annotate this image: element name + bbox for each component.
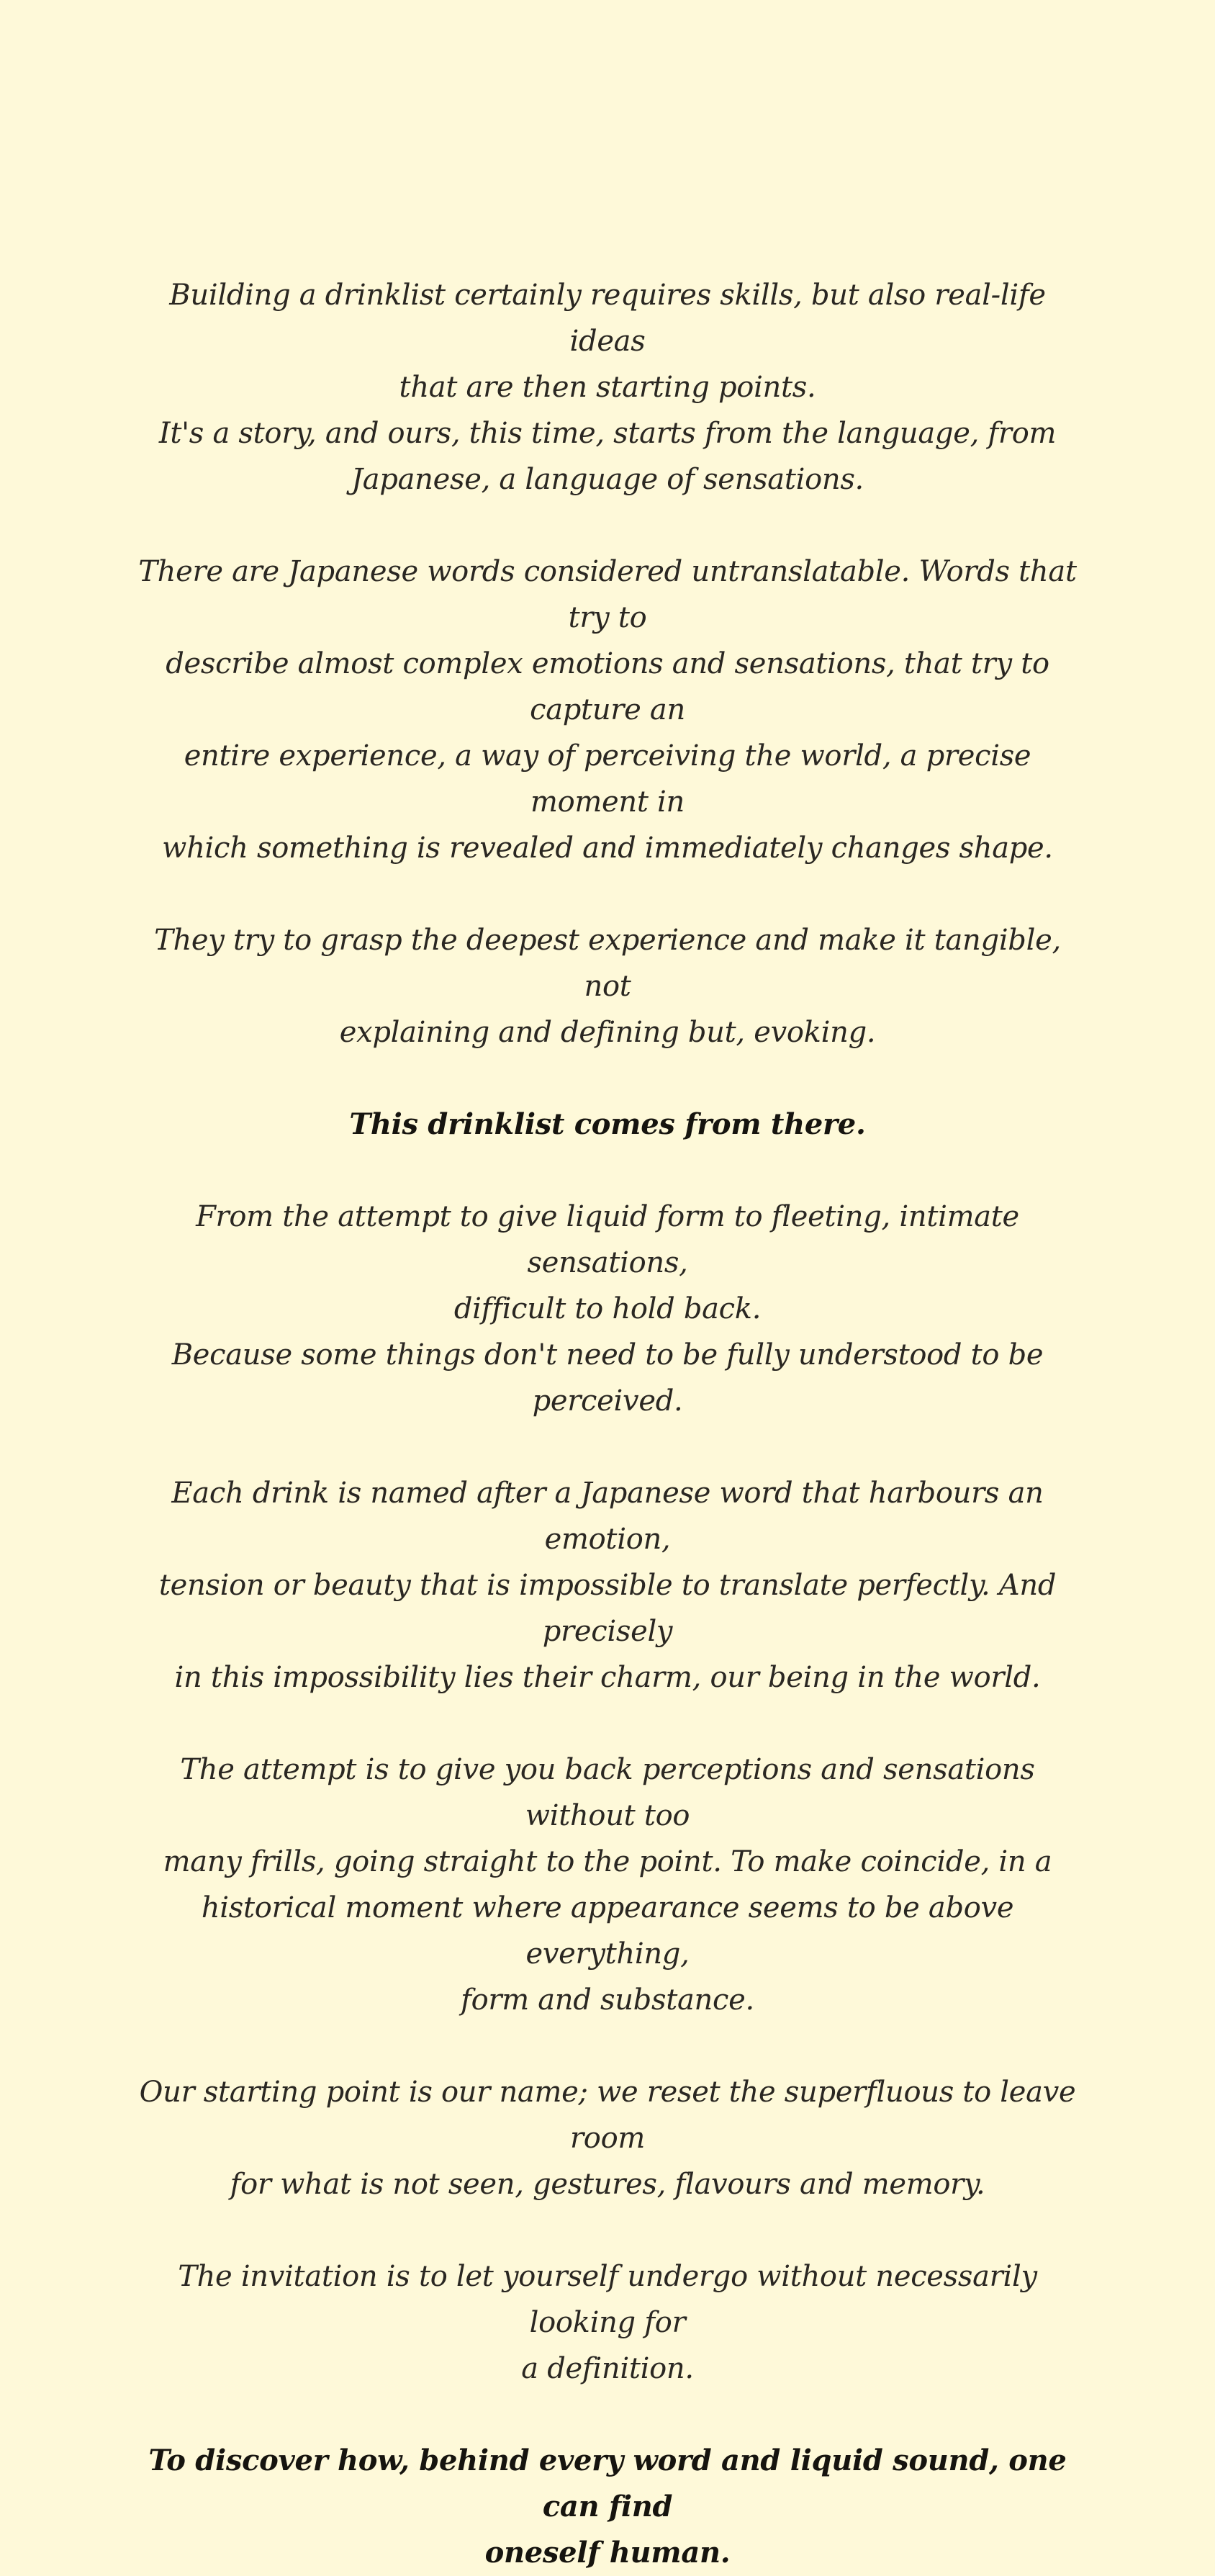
text-line: The attempt is to give you back perceptions and sensations without too (180, 1753, 1035, 1832)
text-line: in this impossibility lies their charm, our being in the world. (174, 1661, 1041, 1694)
paragraph-4-highlight (137, 1102, 1078, 1148)
text-line: To discover how, behind every word and liquid sound, one can find (148, 2444, 1067, 2523)
paragraph-10-closing (137, 2438, 1078, 2576)
text-line: difficult to hold back. (453, 1292, 762, 1325)
paragraph-5 (137, 1194, 1078, 1424)
text-line: Japanese, a language of sensations. (351, 463, 864, 496)
paragraph-7 (137, 1747, 1078, 2023)
text-line: Each drink is named after a Japanese word that harbours an emotion, (171, 1477, 1044, 1556)
text-line: There are Japanese words considered untranslatable. Words that try to (138, 555, 1077, 634)
text-line: tension or beauty that is impossible to translate perfectly. And precisely (158, 1569, 1057, 1648)
text-line: describe almost complex emotions and sensations, that try to capture an (166, 647, 1049, 726)
text-line: From the attempt to give liquid form to fleeting, intimate sensations, (196, 1200, 1019, 1279)
text-line: which something is revealed and immediately changes shape. (162, 832, 1053, 865)
text-line: entire experience, a way of perceiving the world, a precise moment in (184, 739, 1031, 819)
text-line: Because some things don't need to be fully understood to be perceived. (171, 1338, 1044, 1418)
text-line: form and substance. (461, 1983, 754, 2017)
paragraph-8 (137, 2069, 1078, 2207)
paragraph-2 (137, 549, 1078, 871)
paragraph-6 (137, 1470, 1078, 1701)
text-line: This drinklist comes from there. (349, 1107, 866, 1141)
text-line: They try to grasp the deepest experience and make it tangible, not (154, 924, 1061, 1003)
paragraph-3 (137, 917, 1078, 1055)
text-line: explaining and defining but, evoking. (339, 1016, 876, 1049)
text-line: historical moment where appearance seems to be above everything, (201, 1891, 1014, 1971)
paragraph-9 (137, 2253, 1078, 2392)
text-line: oneself human. (484, 2536, 731, 2570)
text-line: many frills, going straight to the point. To make coincide, in a (163, 1845, 1052, 1878)
drinklist-intro-text (137, 272, 1078, 2576)
text-line: It's a story, and ours, this time, starts from the language, from (158, 417, 1057, 450)
text-line: a definition. (521, 2352, 694, 2385)
text-line: for what is not seen, gestures, flavours and memory. (230, 2168, 985, 2201)
text-line: that are then starting points. (399, 371, 816, 404)
text-line: Building a drinklist certainly requires skills, but also real-life ideas (169, 279, 1046, 358)
text-line: Our starting point is our name; we reset the superfluous to leave room (139, 2076, 1076, 2155)
text-line: The invitation is to let yourself undergo without necessarily looking for (178, 2260, 1037, 2339)
paragraph-1 (137, 272, 1078, 503)
